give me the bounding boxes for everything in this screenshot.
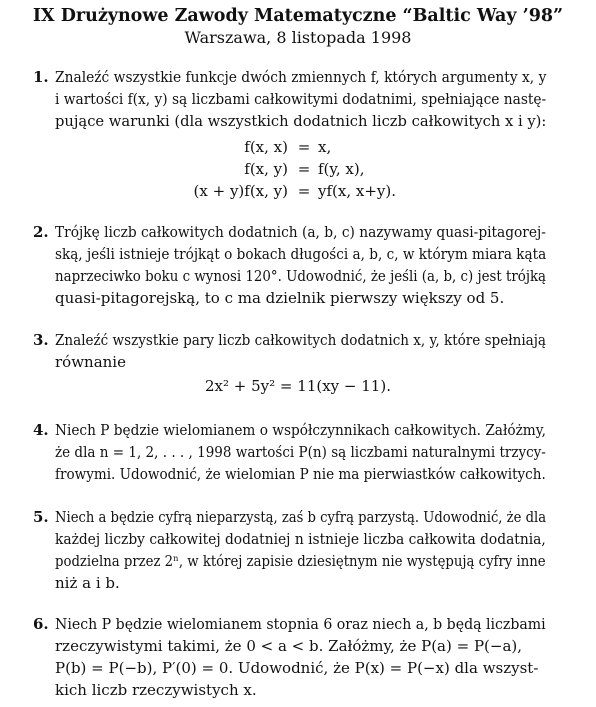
problem-text-line: Niech P będzie wielomianem stopnia 6 oraz niech a, b będą liczbami <box>55 615 546 633</box>
problem-number: 3. <box>33 331 49 349</box>
problem-text-line: równanie <box>55 353 126 371</box>
problem-text-line: Trójkę liczb całkowitych dodatnich (a, b, c) nazywamy quasi-pitagorej- <box>55 223 546 241</box>
problem-text-line: i wartości f(x, y) są liczbami całkowitymi dodatnimi, spełniające nastę- <box>55 90 547 108</box>
problem-text-line: każdej liczby całkowitej dodatniej n istnieje liczba całkowita dodatnia, <box>55 530 546 548</box>
equation: 2x² + 5y² = 11(xy − 11). <box>205 377 391 395</box>
problem-text-line: P(b) = P(−b), P′(0) = 0. Udowodnić, że P(x) = P(−x) dla wszyst- <box>55 659 539 677</box>
problem-text-line: Niech a będzie cyfrą nieparzystą, zaś b cyfrą parzystą. Udowodnić, że dla <box>55 508 547 526</box>
equation-operator: = <box>297 182 311 200</box>
problem-text-line: kich liczb rzeczywistych x. <box>55 681 257 699</box>
problem-text-line: frowymi. Udowodnić, że wielomian P nie ma pierwiastków całkowitych. <box>55 465 546 483</box>
equation-operator: = <box>297 138 311 156</box>
equation-lhs: f(x, x) <box>244 138 288 156</box>
problem-text-line: że dla n = 1, 2, . . . , 1998 wartości P(n) są liczbami naturalnymi trzycy- <box>55 443 546 461</box>
problem-text-line: pujące warunki (dla wszystkich dodatnich liczb całkowitych x i y): <box>55 112 547 130</box>
problem-text-line: quasi-pitagorejską, to c ma dzielnik pierwszy większy od 5. <box>55 289 505 307</box>
equation-lhs: (x + y)f(x, y) <box>193 182 288 200</box>
problem-text-line: podzielna przez 2ⁿ, w której zapisie dziesiętnym nie występują cyfry inne <box>55 552 546 570</box>
problem-number: 4. <box>33 421 49 439</box>
equation-rhs: f(y, x), <box>318 160 365 178</box>
document-title: IX Drużynowe Zawody Matematyczne “Baltic Way ’98” <box>32 6 564 26</box>
equation-lhs: f(x, y) <box>244 160 288 178</box>
problem-text-line: Znaleźć wszystkie pary liczb całkowitych dodatnich x, y, które spełniają <box>55 331 547 349</box>
problem-text-line: ską, jeśli istnieje trójkąt o bokach długości a, b, c, w którym miara kąta <box>55 245 547 263</box>
problem-number: 6. <box>33 615 49 633</box>
problem-text-line: Znaleźć wszystkie funkcje dwóch zmiennych f, których argumenty x, y <box>55 68 547 86</box>
problem-text-line: naprzeciwko boku c wynosi 120°. Udowodnić, że jeśli (a, b, c) jest trójką <box>55 267 547 285</box>
problem-number: 2. <box>33 223 49 241</box>
problem-text-line: Niech P będzie wielomianem o współczynnikach całkowitych. Załóżmy, <box>55 421 547 439</box>
equation-rhs: x, <box>318 138 332 156</box>
problem-number: 5. <box>33 508 49 526</box>
equation-operator: = <box>297 160 311 178</box>
document-subtitle: Warszawa, 8 listopada 1998 <box>184 28 412 47</box>
problem-text-line: niż a i b. <box>55 574 120 592</box>
problem-text-line: rzeczywistymi takimi, że 0 < a < b. Załóżmy, że P(a) = P(−a), <box>55 637 523 655</box>
problem-number: 1. <box>33 68 49 86</box>
equation-rhs: yf(x, x+y). <box>318 182 396 200</box>
